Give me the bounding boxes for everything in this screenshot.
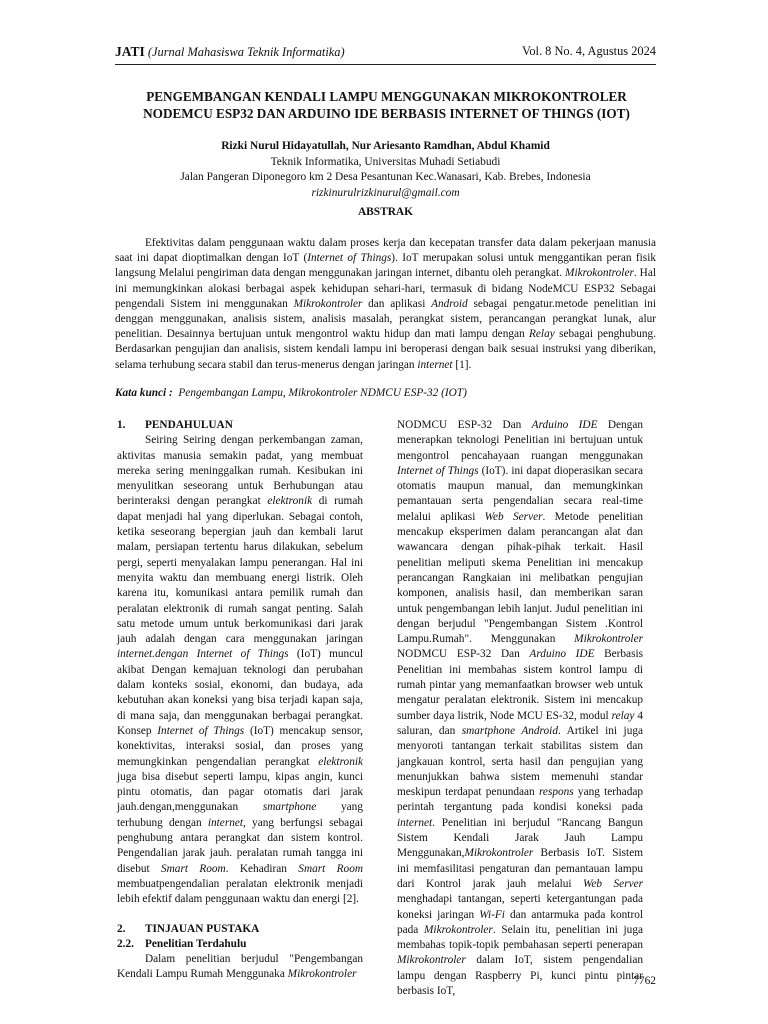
journal-abbr: JATI [115,44,145,59]
introduction-paragraph: Seiring Seiring dengan perkembangan zaman, aktivitas manusia semakin padat, yang membuat mereka sering meninggalkan rumah. Kesibukan ini menyulitkan seseorang untuk Berhubungan atau berinteraksi dengan perangkat elektronik di rumah dapat menjadi hal yang diperlukan. Sebagai contoh, ketika seseorang bepergian jauh dan kembali larut malam, persiapan tertentu harus dilakukan, sebelum pergi, seperti menyalakan lampu penerangan. Hal ini menyita waktu dan membuang energi listrik. Oleh karena itu, komunikasi antara pemilik rumah dan peralatan elektronik di rumah sangat penting. Salah satu metode umum untuk berkomunikasi dari jarak jauh adalah dengan cara menggunakan jaringan internet.dengan Internet of Things (IoT) muncul akibat Dengan kemajuan teknologi dan perubahan dalam konteks sosial, ekonomi, dan budaya, ada kebutuhan akan koneksi yang bisa terjadi kapan saja, di mana saja, dan menggunakan berbagai perangkat. Konsep Internet of Things (IoT) mencakup sensor, konektivitas, interaksi sosial, dan proses yang memungkinkan pengendalian perangkat elektronik juga bisa disebut seperti lampu, kipas angin, kunci pintu otomatis, dan pagar otomatis dari jarak jauh.dengan,menggunakan smartphone yang terhubung dengan internet, yang berfungsi sebagai penghubung antara perangkat dan sistem kontrol. Pengendalian jarak jauh. peralatan rumah tangga ini disebut Smart Room. Kehadiran Smart Room membuatpengendalian peralatan elektronik menjadi lebih efektif dalam penggunaan waktu dan energi [2]. [117,434,363,906]
journal-full-name: (Jurnal Mahasiswa Teknik Informatika) [147,45,345,59]
title-line-1: PENGEMBANGAN KENDALI LAMPU MENGGUNAKAN MIKROKONTROLER [146,89,627,104]
volume-info: Vol. 8 No. 4, Agustus 2024 [521,44,656,58]
author-block [115,139,656,201]
author-affiliation: Teknik Informatika, Universitas Muhadi Setiabudi [270,155,501,168]
abstract-heading: ABSTRAK [357,206,414,218]
keywords-label: Kata kunci : [115,387,173,399]
subsection-heading-previous-research: 2.2. Penelitian Terdahulu [117,937,247,950]
author-email: rizkinurulrizkinurul@gmail.com [311,186,460,199]
abstract-body: Efektivitas dalam penggunaan waktu dalam proses kerja dan kecepatan transfer data dalam pekerjaan manusia saat ini dapat dioptimalkan dengan IoT (Internet of Things). IoT merupakan solusi untuk menggantikan peran fisik langsung Melalui pengiriman data dengan menggunakan jaringan internet, dibantu oleh perangkat. Mikrokontroler. Hal ini memungkinkan alokasi berbagai aspek kehidupan sehari-hari, termasuk di bidang NodeMCU ESP32 Sebagai pengendali Sistem ini menggunakan Mikrokontroler dan aplikasi Android sebagai pengatur.metode penelitian ini denggan menggunakan, analisis sistem, analisis masalah, perangkat sistem, perancangan perangkat lunak, alur penelitian. Desainnya bertujuan untuk mengontrol waktu hidup dan mati lampu dengan Relay sebagai penghubung. Berdasarkan pengujian dan analisis, sistem kendali lampu ini beroperasi dengan baik sesuai instruksi yang diberikan, selama terhubung secara stabil dan terus-menerus dengan jaringan internet [1]. [115,237,656,371]
journal-name [115,44,345,60]
section-heading-literature: 2. TINJAUAN PUSTAKA [117,922,260,935]
keywords-text: Pengembangan Lampu, Mikrokontroler NDMCU ESP-32 (IOT) [178,387,467,399]
section-heading-introduction: 1. PENDAHULUAN [117,419,233,431]
left-column [117,418,363,983]
right-column [397,418,643,999]
author-names: Rizki Nurul Hidayatullah, Nur Ariesanto Ramdhan, Abdul Khamid [221,140,550,152]
running-header [115,44,656,64]
author-address: Jalan Pangeran Diponegoro km 2 Desa Pesantunan Kec.Wanasari, Kab. Brebes, Indonesia [180,171,591,183]
title-line-2: NODEMCU ESP32 DAN ARDUINO IDE BERBASIS INTERNET OF THINGS (IOT) [143,106,630,121]
paper-title [105,88,668,122]
right-column-paragraph: NODMCU ESP-32 Dan Arduino IDE Dengan menerapkan teknologi Penelitian ini bertujuan untuk mengontrol pencahayaan ruangan menggunakan Internet of Things (IoT). ini dapat dioperasikan secara otomatis maupun manual, dan memungkinkan pemantauan serta pengendalian secara real-time melalui aplikasi Web Server. Metode penelitian mencakup eksperimen dalam perancangan alat dan wawancara dengan pihak-pihak terkait. Hasil penelitian meliputi skema Penelitian ini mencakup perancangan Rangkaian ini melibatkan pengujian komponen, analisis hasil, dan memberikan saran untuk pengembangan lebih lanjut. Judul penelitian ini dengan berjudul "Pengembangan Sistem .Kontrol Lampu.Rumah". Menggunakan Mikrokontroler NODMCU ESP-32 Dan Arduino IDE Berbasis Penelitian ini membahas sistem kontrol lampu di rumah pintar yang memanfaatkan browser web untuk mengatur peralatan elektronik. Sistem ini mencakup sumber daya listrik, Node MCU ES-32, modul relay 4 saluran, dan smartphone Android. Artikel ini juga menyoroti tantangan terkait stabilitas sistem dan jangkauan kontrol, serta hasil dan pengujian yang menunjukkan bahwa sistem memenuhi standar meskipun terdapat penundaan respons yang terhadap perintah tergantung pada kondisi koneksi pada internet. Penelitian ini berjudul "Rancang Bangun Sistem Kendali Jarak Jauh Lampu Menggunakan,Mikrokontroler Berbasis IoT. Sistem ini memfasilitasi pengaturan dan pemantauan lampu dari Kontrol jarak jauh melalui Web Server menghadapi tantangan, seperti ketergantungan pada koneksi jaringan Wi-Fi dan antarmuka pada kontrol pada Mikrokontroler. Selain itu, penelitian ini juga membahas topik-topik pembahasan seperti penerapan Mikrokontroler dalam IoT, sistem pengendalian lampu dengan Raspberry Pi, kunci pintu pintar berbasis IoT, [397,419,644,997]
keywords [115,387,656,399]
header-rule [115,64,656,65]
page-number: 7762 [633,975,656,987]
literature-paragraph: Dalam penelitian berjudul "Pengembangan Kendali Lampu Rumah Menggunaka Mikrokontroler [117,953,363,981]
